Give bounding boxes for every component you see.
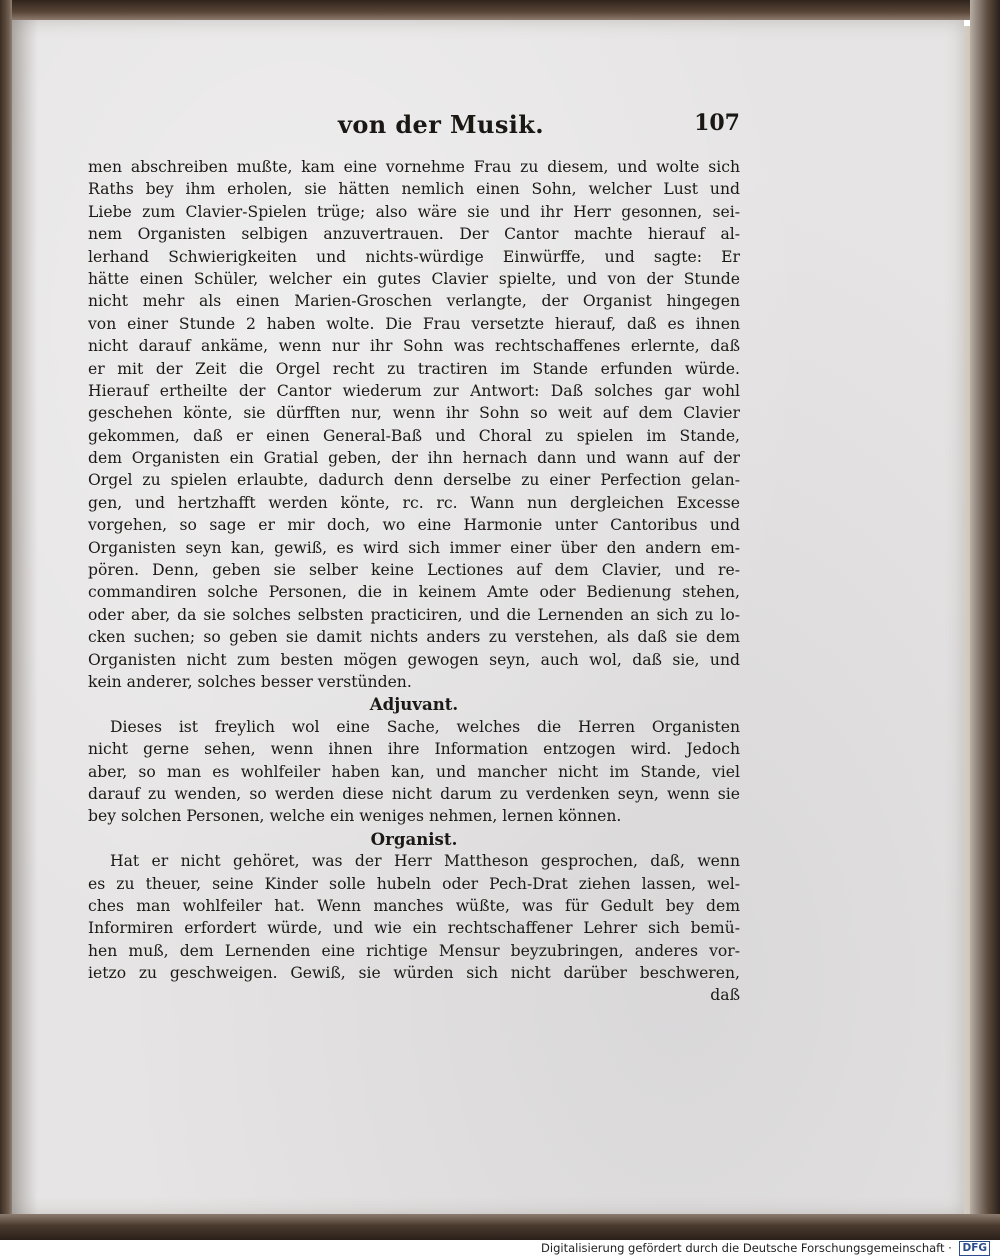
catchword: daß (710, 986, 740, 1005)
page-number: 107 (694, 110, 740, 136)
text-line: lerhand Schwierigkeiten und nichts-würdige Einwürffe, und sagte: Er (88, 247, 740, 266)
book-cover-right-edge (970, 0, 1000, 1240)
text-line: darauf zu wenden, so werden diese nicht darum zu verdenken seyn, wenn sie (88, 784, 740, 803)
digitization-credit (0, 1241, 990, 1260)
text-line: dem Organisten ein Gratial geben, der ihn hernach dann und wann auf der (88, 449, 740, 468)
text-line: nicht darauf ankäme, wenn nur ihr Sohn was rechtschaffenes erlernte, daß (88, 337, 740, 356)
credit-text: Digitalisierung gefördert durch die Deutsche Forschungsgemeinschaft · (541, 1241, 952, 1255)
text-line: Raths bey ihm erholen, sie hätten nemlich einen Sohn, welcher Lust und (88, 180, 740, 199)
text-line: nem Organisten selbigen anzuvertrauen. Der Cantor machte hierauf al- (88, 225, 740, 244)
gutter-shadow (12, 20, 38, 1216)
text-line: bey solchen Personen, welche ein weniges nehmen, lernen können. (88, 807, 622, 826)
speaker-heading-organist: Organist. (370, 828, 458, 849)
main-text-block (88, 156, 740, 1007)
text-line: ches man wohlfeiler hat. Wenn manches wüßte, was für Gedult bey dem (88, 896, 740, 915)
running-head: von der Musik. (338, 110, 545, 139)
text-line: gen, und hertzhafft werden könte, rc. rc. Wann nun dergleichen Excesse (88, 493, 740, 512)
text-line: pören. Denn, geben sie selber keine Lectiones auf dem Clavier, und re- (88, 561, 740, 580)
text-line: Hierauf ertheilte der Cantor wiederum zur Antwort: Daß solches gar wohl (88, 381, 740, 400)
text-line: ietzo zu geschweigen. Gewiß, sie würden sich nicht darüber beschweren, (88, 964, 740, 983)
text-line: oder aber, da sie solches selbsten practiciren, und die Lernenden an sich zu lo- (88, 605, 740, 624)
book-cover-bottom-edge (0, 1214, 1000, 1240)
speaker-heading-adjuvant: Adjuvant. (369, 694, 459, 715)
text-line: Organisten seyn kan, gewiß, es wird sich immer einer über den andern em- (88, 538, 740, 557)
text-line: nicht gerne sehen, wenn ihnen ihre Information entzogen wird. Jedoch (88, 740, 740, 759)
text-line: hätte einen Schüler, welcher ein gutes Clavier spielte, und von der Stunde (88, 269, 740, 288)
text-line: cken suchen; so geben sie damit nichts anders zu verstehen, als daß sie dem (88, 628, 740, 647)
text-line: Organisten nicht zum besten mögen gewogen seyn, auch wol, daß sie, und (88, 650, 740, 669)
text-line: gekommen, daß er einen General-Baß und Choral zu spielen im Stande, (88, 426, 740, 445)
text-line: commandiren solche Personen, die in keinem Amte oder Bedienung stehen, (88, 583, 740, 602)
page-header (330, 110, 740, 146)
dfg-logo-icon: DFG (959, 1241, 990, 1256)
text-line: vorgehen, so sage er mir doch, wo eine Harmonie unter Cantoribus und (88, 516, 740, 535)
text-line: er mit der Zeit die Orgel recht zu tractiren im Stande erfunden würde. (88, 359, 740, 378)
book-cover-left-edge (0, 0, 12, 1240)
text-line: geschehen könte, sie dürfften nur, wenn ihr Sohn so weit auf dem Clavier (88, 404, 740, 423)
text-line: aber, so man es wohlfeiler haben kan, und mancher nicht im Stande, viel (88, 762, 740, 781)
text-line: nicht mehr als einen Marien-Groschen verlangte, der Organist hingegen (88, 292, 740, 311)
book-cover-top-edge (0, 0, 1000, 20)
text-line: men abschreiben mußte, kam eine vornehme Frau zu diesem, und wolte sich (88, 158, 740, 176)
text-line: kein anderer, solches besser verstünden. (88, 672, 412, 691)
text-line: Hat er nicht gehöret, was der Herr Mattheson gesprochen, daß, wenn (110, 852, 740, 871)
text-line: Orgel zu spielen erlaubte, dadurch denn derselbe zu einer Perfection gelan- (88, 471, 740, 490)
text-line: Dieses ist freylich wol eine Sache, welches die Herren Organisten (110, 717, 740, 736)
text-line: Informiren erfordert würde, und wie ein rechtschaffener Lehrer sich bemü- (88, 919, 740, 938)
text-line: Liebe zum Clavier-Spielen trüge; also wäre sie und ihr Herr gesonnen, sei- (88, 202, 740, 221)
text-line: hen muß, dem Lernenden eine richtige Mensur beyzubringen, anderes vor- (88, 941, 740, 960)
text-line: es zu theuer, seine Kinder solle hubeln oder Pech-Drat ziehen lassen, wel- (88, 874, 740, 893)
text-line: von einer Stunde 2 haben wolte. Die Frau versetzte hierauf, daß es ihnen (88, 314, 740, 333)
